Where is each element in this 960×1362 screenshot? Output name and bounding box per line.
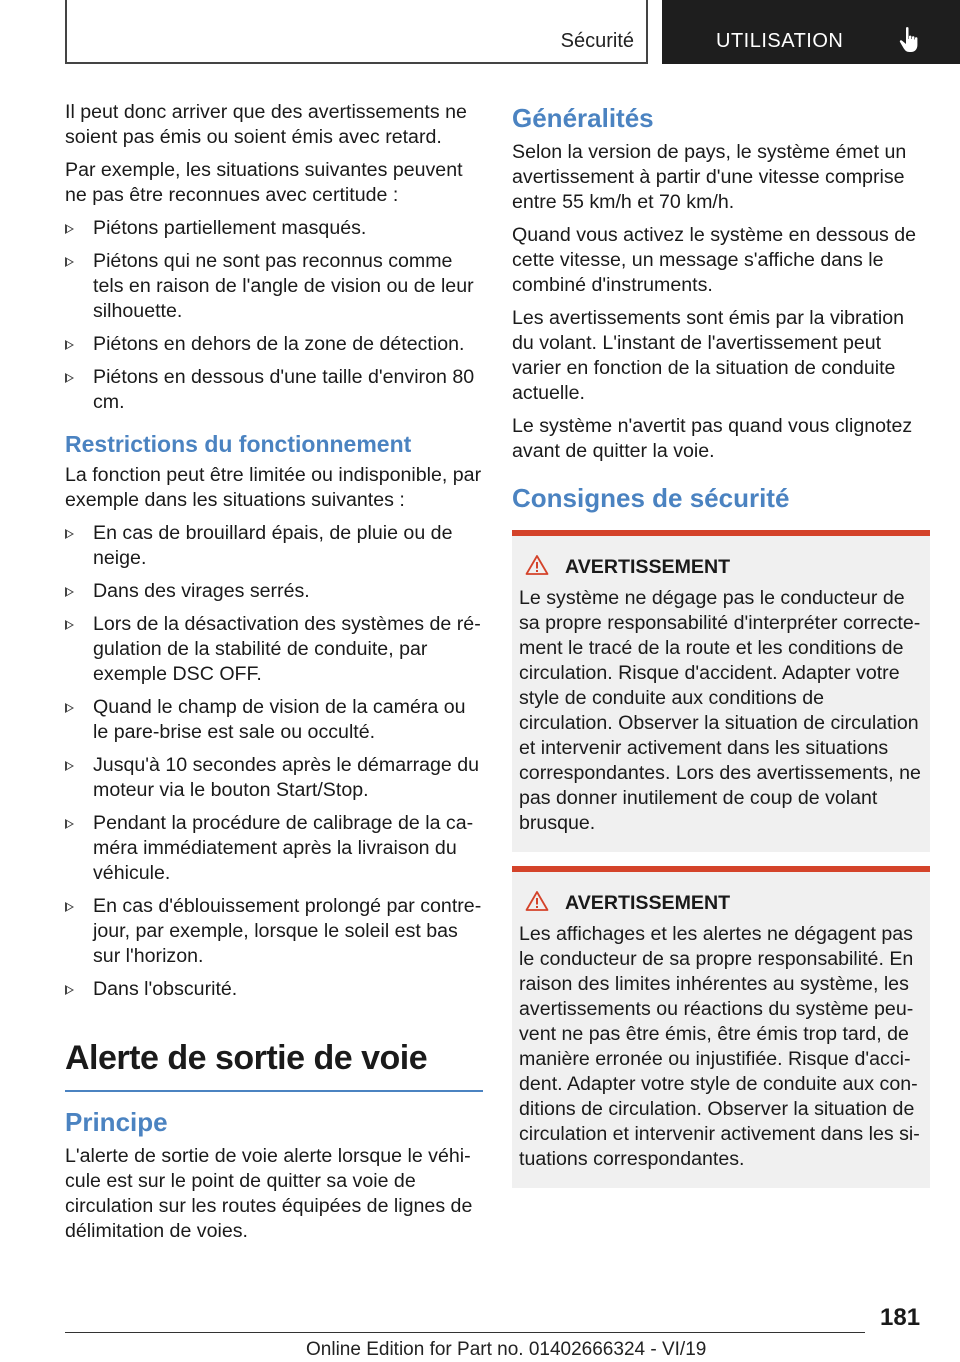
principe-paragraph: L'alerte de sortie de voie alerte lorsque le véhicule est sur le point de quitter sa voie de circulation sur les routes équipées de lignes de délimitation de voies. xyxy=(65,1145,473,1242)
warning-text: Le système ne dégage pas le conducteur de sa propre responsabilité d'interpréter correctement le tracé de la route et les conditions de circulation. Risque d'accident. Adapter votre style de conduite aux conditions de circulation. Observer la situation de circulation et intervenir activement dans les situations correspondantes. Lors des avertissements, ne pas donner inutilement de coup de volant brusque. xyxy=(519,587,921,834)
chapter-title: UTILISATION xyxy=(716,30,844,52)
consignes-heading: Consignes de sécurité xyxy=(512,483,790,513)
restrictions-intro: La fonction peut être limitée ou indisponible, par exemple dans les situations suivantes : xyxy=(65,464,482,511)
warning-triangle-icon xyxy=(525,890,549,912)
triangle-bullet-icon xyxy=(65,224,74,234)
footer-divider xyxy=(65,1332,865,1333)
triangle-bullet-icon xyxy=(65,902,74,912)
left-column xyxy=(65,100,483,1252)
list-item: Quand le champ de vision de la caméra ou le pare-brise est sale ou occulté. xyxy=(65,695,483,745)
chapter-tab xyxy=(662,0,960,64)
intro-paragraph-2: Par exemple, les situations suivantes peuvent ne pas être reconnues avec certitude : xyxy=(65,159,463,206)
principe-heading: Principe xyxy=(65,1107,168,1137)
warning-text: Les affichages et les alertes ne dégagent pas le conducteur de sa propre responsabilité. En raison des limites inhérentes au système, les avertissements ou réactions du système peuvent ne pas être émis, être émis trop tard, de manière erronée ou injustifiée. Risque d'accident. Adapter votre style de conduite aux conditions de circulation. Observer la situation de circulation et intervenir activement dans les situations correspondantes. xyxy=(519,923,920,1170)
list-item: Piétons en dehors de la zone de détection. xyxy=(65,332,483,357)
list-item: Lors de la désactivation des systèmes de régulation de la stabilité de conduite, par exemple DSC OFF. xyxy=(65,612,483,687)
list-item: En cas de brouillard épais, de pluie ou de neige. xyxy=(65,521,483,571)
triangle-bullet-icon xyxy=(65,373,74,383)
generalites-heading: Généralités xyxy=(512,103,654,133)
restrictions-list xyxy=(65,521,483,1002)
triangle-bullet-icon xyxy=(65,529,74,539)
pedestrian-list xyxy=(65,216,483,415)
triangle-bullet-icon xyxy=(65,340,74,350)
list-item: Jusqu'à 10 secondes après le démarrage du moteur via le bouton Start/Stop. xyxy=(65,753,483,803)
list-item: Piétons partiellement masqués. xyxy=(65,216,483,241)
warning-box-2 xyxy=(512,866,930,1188)
generalites-paragraph-1: Selon la version de pays, le système émet un avertissement à partir d'une vitesse comprise entre 55 km/h et 70 km/h. xyxy=(512,141,907,213)
triangle-bullet-icon xyxy=(65,985,74,995)
warning-triangle-icon xyxy=(525,554,549,576)
list-item: Pendant la procédure de calibrage de la caméra immédiatement après la livraison du véhicule. xyxy=(65,811,483,886)
section-title: Sécurité xyxy=(560,30,634,52)
triangle-bullet-icon xyxy=(65,761,74,771)
main-heading: Alerte de sortie de voie xyxy=(65,1038,483,1092)
generalites-paragraph-4: Le système n'avertit pas quand vous clignotez avant de quitter la voie. xyxy=(512,415,913,462)
pointing-hand-icon xyxy=(898,26,924,54)
generalites-paragraph-3: Les avertissements sont émis par la vibration du volant. L'instant de l'avertissement peut varier en fonction de la situation de conduite actuelle. xyxy=(512,307,905,404)
footer-edition: Online Edition for Part no. 01402666324 - VI/19 xyxy=(306,1339,707,1360)
warning-box-1 xyxy=(512,530,930,852)
page-number: 181 xyxy=(880,1304,921,1331)
triangle-bullet-icon xyxy=(65,819,74,829)
warning-title: AVERTISSEMENT xyxy=(519,890,922,916)
list-item: Piétons en dessous d'une taille d'environ 80 cm. xyxy=(65,365,483,415)
warning-title: AVERTISSEMENT xyxy=(519,554,922,580)
list-item: Dans l'obscurité. xyxy=(65,977,483,1002)
generalites-paragraph-2: Quand vous activez le système en dessous de cette vitesse, un message s'affiche dans le combiné d'instruments. xyxy=(512,224,917,296)
restrictions-heading: Restrictions du fonctionnement xyxy=(65,431,412,457)
triangle-bullet-icon xyxy=(65,620,74,630)
triangle-bullet-icon xyxy=(65,703,74,713)
list-item: En cas d'éblouissement prolongé par contre-jour, par exemple, lorsque le soleil est bas sur l'horizon. xyxy=(65,894,483,969)
list-item: Dans des virages serrés. xyxy=(65,579,483,604)
intro-paragraph-1: Il peut donc arriver que des avertissements ne soient pas émis ou soient émis avec retard. xyxy=(65,101,467,148)
triangle-bullet-icon xyxy=(65,257,74,267)
list-item: Piétons qui ne sont pas reconnus comme tels en raison de l'angle de vision ou de leur silhouette. xyxy=(65,249,483,324)
triangle-bullet-icon xyxy=(65,587,74,597)
right-column xyxy=(512,100,930,1202)
header-section-box xyxy=(65,0,648,64)
